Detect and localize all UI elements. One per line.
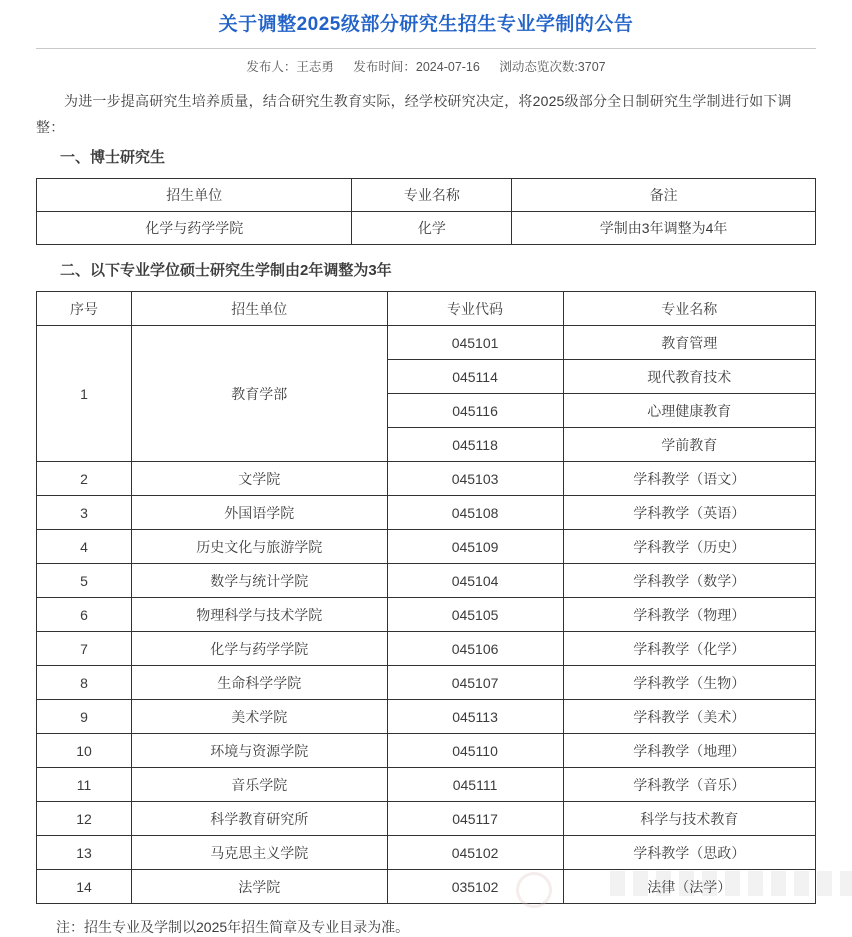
section2-heading: 二、以下专业学位硕士研究生学制由2年调整为3年 (60, 262, 392, 279)
publisher-label: 发布人：王志勇 (246, 60, 334, 74)
table-cell: 化学与药学学院 (37, 212, 352, 245)
table-row (37, 836, 816, 870)
unit-cell: 物理科学与技术学院 (132, 598, 388, 632)
major-name-cell: 学科教学（历史） (563, 530, 815, 564)
table2-header-row (37, 292, 816, 326)
major-code-cell: 045102 (387, 836, 563, 870)
major-code-cell: 045103 (387, 462, 563, 496)
major-name-cell: 学科教学（生物） (563, 666, 815, 700)
major-name-cell: 科学与技术教育 (563, 802, 815, 836)
major-code-cell: 045111 (387, 768, 563, 802)
major-name-cell: 心理健康教育 (563, 394, 815, 428)
major-code-cell: 045107 (387, 666, 563, 700)
column-header: 序号 (37, 292, 132, 326)
table-row (37, 666, 816, 700)
seq-cell: 9 (37, 700, 132, 734)
table-row (37, 326, 816, 360)
unit-cell: 化学与药学学院 (132, 632, 388, 666)
major-name-cell: 现代教育技术 (563, 360, 815, 394)
column-header: 专业名称 (352, 179, 512, 212)
seq-cell: 10 (37, 734, 132, 768)
watermark-logo (516, 872, 552, 908)
unit-cell: 音乐学院 (132, 768, 388, 802)
table-row (37, 212, 816, 245)
unit-cell: 法学院 (132, 870, 388, 904)
view-count-label: 浏动态览次数:3707 (499, 60, 606, 74)
major-code-cell: 045106 (387, 632, 563, 666)
page-title: 关于调整2025级部分研究生招生专业学制的公告 (218, 14, 634, 35)
table-row (37, 700, 816, 734)
major-code-cell: 045105 (387, 598, 563, 632)
major-name-cell: 教育管理 (563, 326, 815, 360)
seq-cell: 4 (37, 530, 132, 564)
seq-cell: 1 (37, 326, 132, 462)
doctoral-adjustment-table (36, 178, 816, 245)
column-header: 招生单位 (37, 179, 352, 212)
table-row (37, 632, 816, 666)
seq-cell: 13 (37, 836, 132, 870)
seq-cell: 7 (37, 632, 132, 666)
major-code-cell: 045108 (387, 496, 563, 530)
major-code-cell: 045116 (387, 394, 563, 428)
seq-cell: 5 (37, 564, 132, 598)
unit-cell: 科学教育研究所 (132, 802, 388, 836)
title-divider (36, 48, 816, 49)
table-cell: 化学 (352, 212, 512, 245)
major-code-cell: 035102 (387, 870, 563, 904)
major-code-cell: 045118 (387, 428, 563, 462)
major-name-cell: 学科教学（语文） (563, 462, 815, 496)
table1-body (37, 212, 816, 245)
table1-head (37, 179, 816, 212)
unit-cell: 外国语学院 (132, 496, 388, 530)
table-row (37, 496, 816, 530)
major-name-cell: 学科教学（化学） (563, 632, 815, 666)
table2-head (37, 292, 816, 326)
unit-cell: 数学与统计学院 (132, 564, 388, 598)
table-row (37, 530, 816, 564)
major-name-cell: 学科教学（音乐） (563, 768, 815, 802)
major-name-cell: 法律（法学） (563, 870, 815, 904)
table-row (37, 734, 816, 768)
seq-cell: 14 (37, 870, 132, 904)
major-name-cell: 学科教学（思政） (563, 836, 815, 870)
table-row (37, 564, 816, 598)
table-row (37, 598, 816, 632)
footnote: 注：招生专业及学制以2025年招生简章及专业目录为准。 (56, 919, 410, 935)
meta-line (36, 59, 816, 76)
table-row (37, 462, 816, 496)
major-code-cell: 045113 (387, 700, 563, 734)
column-header: 专业代码 (387, 292, 563, 326)
masters-adjustment-table (36, 291, 816, 904)
table-cell: 学制由3年调整为4年 (512, 212, 816, 245)
major-code-cell: 045114 (387, 360, 563, 394)
unit-cell: 环境与资源学院 (132, 734, 388, 768)
major-name-cell: 学科教学（美术） (563, 700, 815, 734)
watermark-text (610, 871, 852, 896)
column-header: 专业名称 (563, 292, 815, 326)
seq-cell: 6 (37, 598, 132, 632)
unit-cell: 生命科学学院 (132, 666, 388, 700)
seq-cell: 8 (37, 666, 132, 700)
major-code-cell: 045109 (387, 530, 563, 564)
seq-cell: 2 (37, 462, 132, 496)
major-name-cell: 学前教育 (563, 428, 815, 462)
unit-cell: 教育学部 (132, 326, 388, 462)
major-code-cell: 045117 (387, 802, 563, 836)
unit-cell: 文学院 (132, 462, 388, 496)
major-name-cell: 学科教学（英语） (563, 496, 815, 530)
publish-time-label: 发布时间：2024-07-16 (353, 60, 480, 74)
major-name-cell: 学科教学（地理） (563, 734, 815, 768)
column-header: 备注 (512, 179, 816, 212)
column-header: 招生单位 (132, 292, 388, 326)
table-row (37, 802, 816, 836)
unit-cell: 美术学院 (132, 700, 388, 734)
unit-cell: 马克思主义学院 (132, 836, 388, 870)
seq-cell: 12 (37, 802, 132, 836)
seq-cell: 3 (37, 496, 132, 530)
table1-header-row (37, 179, 816, 212)
major-name-cell: 学科教学（数学） (563, 564, 815, 598)
table-row (37, 768, 816, 802)
major-code-cell: 045110 (387, 734, 563, 768)
major-code-cell: 045101 (387, 326, 563, 360)
intro-paragraph: 为进一步提高研究生培养质量，结合研究生教育实际，经学校研究决定，将2025级部分全日制研究生学制进行如下调整： (36, 93, 792, 135)
major-name-cell: 学科教学（物理） (563, 598, 815, 632)
table2-body (37, 326, 816, 904)
seq-cell: 11 (37, 768, 132, 802)
major-code-cell: 045104 (387, 564, 563, 598)
section1-heading: 一、博士研究生 (60, 149, 166, 166)
unit-cell: 历史文化与旅游学院 (132, 530, 388, 564)
